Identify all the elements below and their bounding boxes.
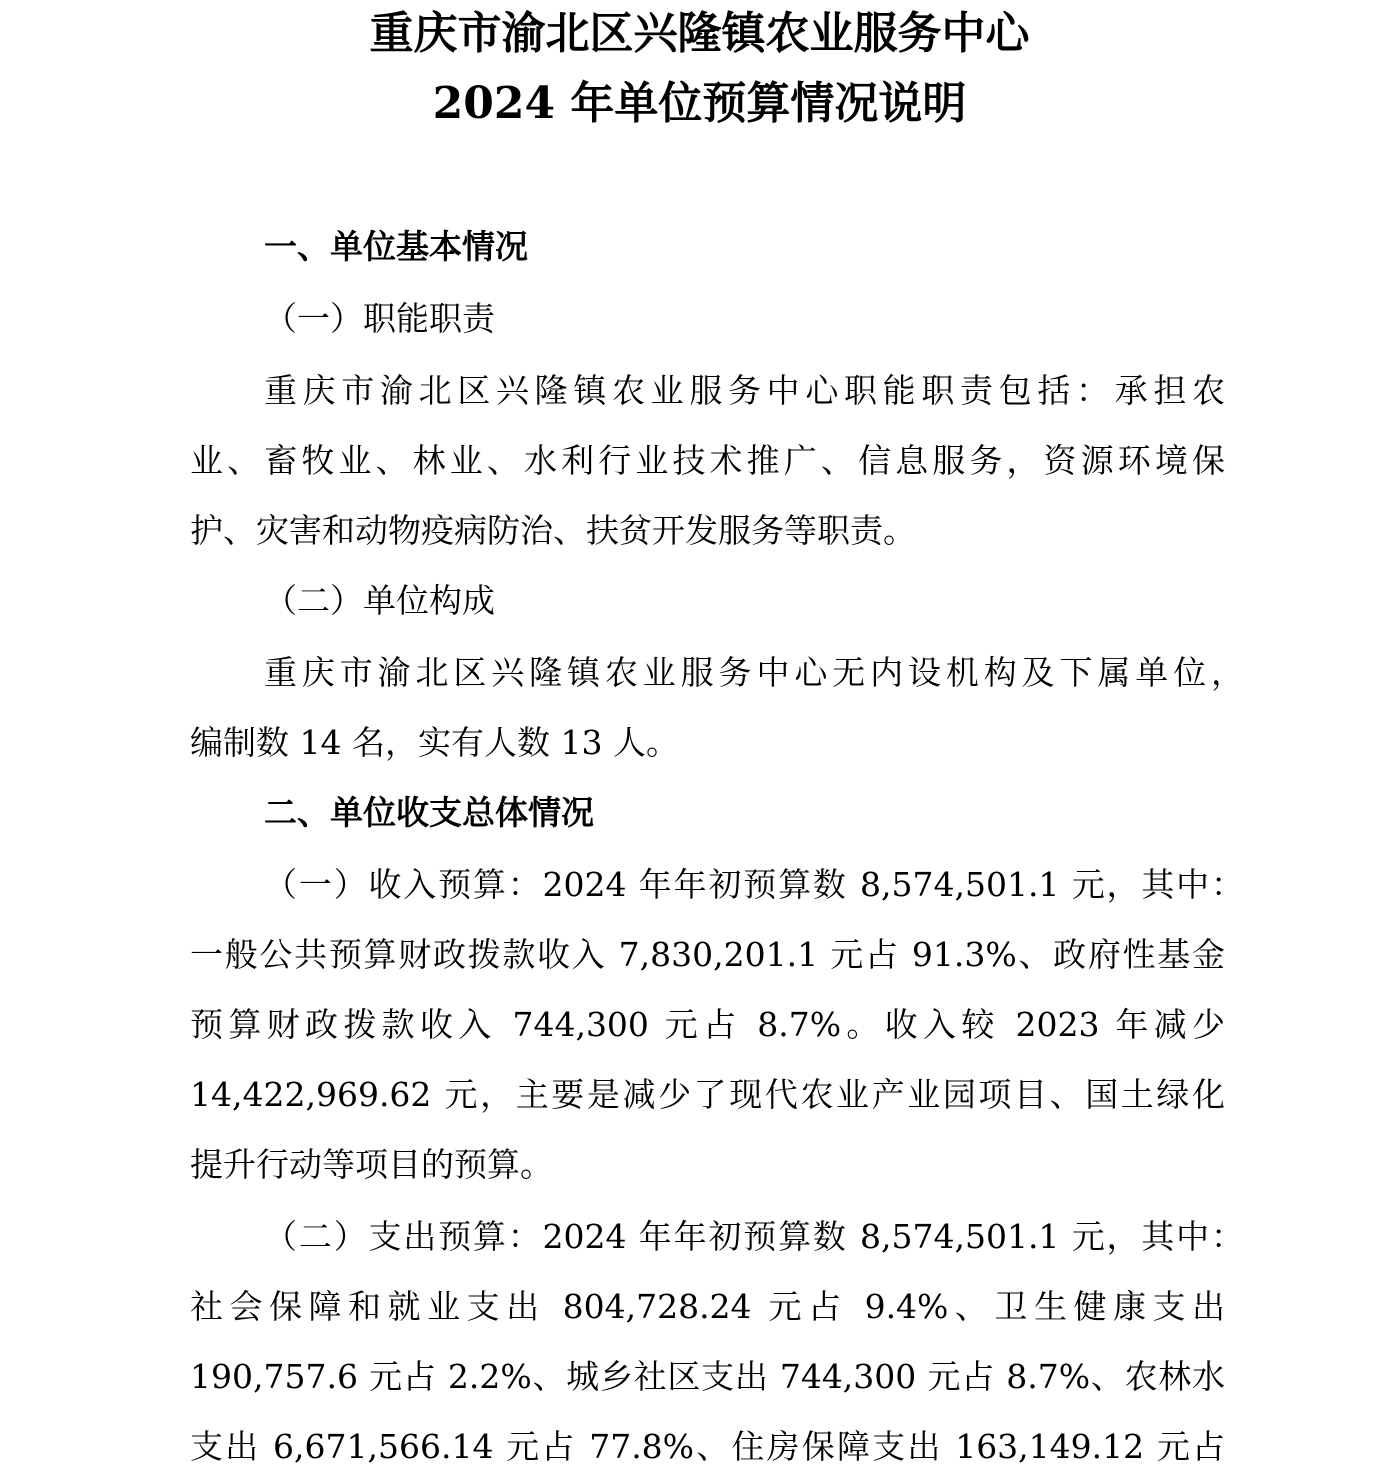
paragraph-line: 14,422,969.62 元，主要是减少了现代农业产业园项目、国土绿化 <box>190 1075 1225 1114</box>
paragraph-line: 提升行动等项目的预算。 <box>190 1145 553 1184</box>
income-text: ：2024 年年初预算数 8,574,501.1 元，其中： <box>507 865 1244 904</box>
paragraph-line: 190,757.6 元占 2.2%、城乡社区支出 744,300 元占 8.7%、农林水 <box>190 1357 1225 1396</box>
section2-heading: 二、单位收支总体情况 <box>264 793 594 832</box>
expense-label: （二）支出预算 <box>264 1217 508 1256</box>
document-title-line2: 2024 年单位预算情况说明 <box>432 78 967 129</box>
expense-paragraph-first-line <box>264 1212 1244 1262</box>
paragraph-line: 重庆市渝北区兴隆镇农业服务中心无内设机构及下属单位， <box>264 653 1244 692</box>
paragraph-line: 社会保障和就业支出 804,728.24 元占 9.4%、卫生健康支出 <box>190 1287 1225 1326</box>
paragraph-line: 重庆市渝北区兴隆镇农业服务中心职能职责包括：承担农 <box>264 371 1225 410</box>
section1-heading: 一、单位基本情况 <box>264 227 528 266</box>
paragraph-line: 编制数 14 名，实有人数 13 人。 <box>190 723 679 762</box>
expense-text: ：2024 年年初预算数 8,574,501.1 元，其中： <box>507 1217 1244 1256</box>
income-label: （一）收入预算 <box>264 865 508 904</box>
paragraph-line: 业、畜牧业、林业、水利行业技术推广、信息服务，资源环境保 <box>190 441 1225 480</box>
document-title-line1: 重庆市渝北区兴隆镇农业服务中心 <box>369 8 1030 59</box>
income-paragraph-first-line <box>264 860 1244 910</box>
section1-sub1-heading: （一）职能职责 <box>264 299 495 338</box>
paragraph-line: 预算财政拨款收入 744,300 元占 8.7%。收入较 2023 年减少 <box>190 1005 1225 1044</box>
paragraph-line: 一般公共预算财政拨款收入 7,830,201.1 元占 91.3%、政府性基金 <box>190 935 1225 974</box>
section1-sub2-heading: （二）单位构成 <box>264 581 495 620</box>
paragraph-line: 护、灾害和动物疫病防治、扶贫开发服务等职责。 <box>190 511 916 550</box>
paragraph-line: 支出 6,671,566.14 元占 77.8%、住房保障支出 163,149.12 元占 <box>190 1427 1225 1466</box>
